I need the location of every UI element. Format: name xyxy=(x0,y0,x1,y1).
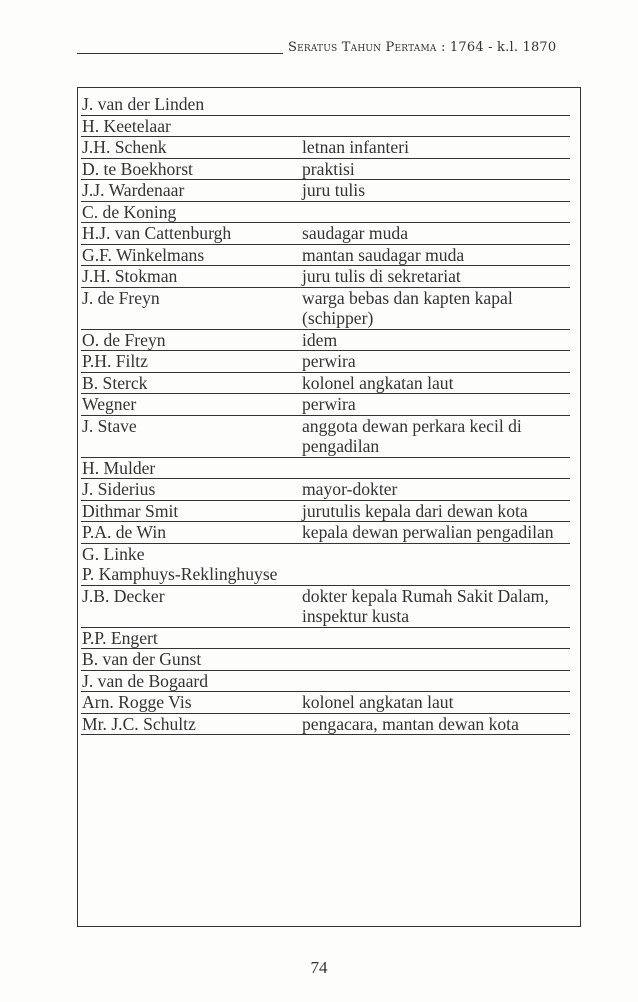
table-row xyxy=(81,244,570,266)
person-name: J. Stave xyxy=(81,415,302,457)
person-role: anggota dewan perkara kecil di pengadilan xyxy=(302,415,570,457)
person-name: J.B. Decker xyxy=(81,585,302,627)
person-role: juru tulis di sekretariat xyxy=(302,266,570,288)
person-name: D. te Boekhorst xyxy=(81,158,302,180)
person-role: mantan saudagar muda xyxy=(302,244,570,266)
person-name: H.J. van Cattenburgh xyxy=(81,223,302,245)
person-role: jurutulis kepala dari dewan kota xyxy=(302,500,570,522)
table-row xyxy=(81,201,570,223)
table-row xyxy=(81,585,570,627)
person-role: dokter kepala Rumah Sakit Dalam, inspektur kusta xyxy=(302,585,570,627)
person-name: C. de Koning xyxy=(81,201,302,223)
person-role xyxy=(302,201,570,223)
person-role: praktisi xyxy=(302,158,570,180)
table-row xyxy=(81,543,570,564)
person-role: kolonel angkatan laut xyxy=(302,372,570,394)
table-row xyxy=(81,500,570,522)
table-row xyxy=(81,223,570,245)
person-role xyxy=(302,543,570,564)
table-row xyxy=(81,564,570,585)
table-row xyxy=(81,351,570,373)
table-row xyxy=(81,329,570,351)
person-name: Dithmar Smit xyxy=(81,500,302,522)
person-name: B. Sterck xyxy=(81,372,302,394)
table-row xyxy=(81,180,570,202)
person-name: G. Linke xyxy=(82,543,145,564)
person-role: warga bebas dan kapten kapal (schipper) xyxy=(302,287,570,329)
header-separator: : xyxy=(440,40,446,55)
person-name: P.P. Engert xyxy=(81,627,302,649)
table-row xyxy=(81,479,570,501)
person-name: P. Kamphuys-Reklinghuyse xyxy=(81,564,302,585)
header-rule xyxy=(77,53,283,54)
person-role xyxy=(302,94,570,115)
table-row xyxy=(81,115,570,137)
book-title: Seratus Tahun Pertama xyxy=(288,40,437,55)
person-name: J. Siderius xyxy=(81,479,302,501)
header-years: 1764 - k.l. 1870 xyxy=(449,40,557,55)
person-role xyxy=(302,115,570,137)
person-name: J. de Freyn xyxy=(81,287,302,329)
page-number: 74 xyxy=(310,958,328,977)
person-role xyxy=(302,649,570,671)
table-row xyxy=(81,372,570,394)
person-role xyxy=(302,564,570,585)
table-row xyxy=(81,94,570,115)
table-row xyxy=(81,457,570,479)
person-role: perwira xyxy=(302,394,570,416)
person-role xyxy=(302,670,570,692)
person-name: Wegner xyxy=(81,394,302,416)
person-role: kepala dewan perwalian pengadilan xyxy=(302,522,570,544)
person-role xyxy=(302,627,570,649)
table-row xyxy=(81,137,570,159)
person-name: B. van der Gunst xyxy=(81,649,302,671)
person-role: perwira xyxy=(302,351,570,373)
table-row xyxy=(81,266,570,288)
person-name: G.F. Winkelmans xyxy=(81,244,302,266)
person-name: J. van de Bogaard xyxy=(81,670,302,692)
person-role: saudagar muda xyxy=(302,223,570,245)
table-row xyxy=(81,394,570,416)
table-row xyxy=(81,692,570,714)
table-row xyxy=(81,415,570,457)
person-role: pengacara, mantan dewan kota xyxy=(302,713,570,735)
table-row xyxy=(81,287,570,329)
running-header xyxy=(288,40,556,55)
person-name: Mr. J.C. Schultz xyxy=(81,713,302,735)
table-row xyxy=(81,158,570,180)
table-row xyxy=(81,627,570,649)
person-name: O. de Freyn xyxy=(81,329,302,351)
person-name: J. van der Linden xyxy=(81,94,302,115)
table-row xyxy=(81,522,570,544)
table-row xyxy=(81,670,570,692)
table-row xyxy=(81,713,570,735)
table-row xyxy=(81,649,570,671)
person-name: J.J. Wardenaar xyxy=(81,180,302,202)
person-name: J.H. Schenk xyxy=(81,137,302,159)
person-name: Arn. Rogge Vis xyxy=(81,692,302,714)
person-role: juru tulis xyxy=(302,180,570,202)
person-name: H. Mulder xyxy=(81,457,302,479)
person-name: H. Keetelaar xyxy=(81,115,302,137)
person-role: mayor-dokter xyxy=(302,479,570,501)
person-name: P.A. de Win xyxy=(81,522,302,544)
names-table xyxy=(81,94,570,735)
person-name: P.H. Filtz xyxy=(81,351,302,373)
person-role xyxy=(302,457,570,479)
person-role: kolonel angkatan laut xyxy=(302,692,570,714)
person-role: letnan infanteri xyxy=(302,137,570,159)
person-name: J.H. Stokman xyxy=(81,266,302,288)
person-role: idem xyxy=(302,329,570,351)
